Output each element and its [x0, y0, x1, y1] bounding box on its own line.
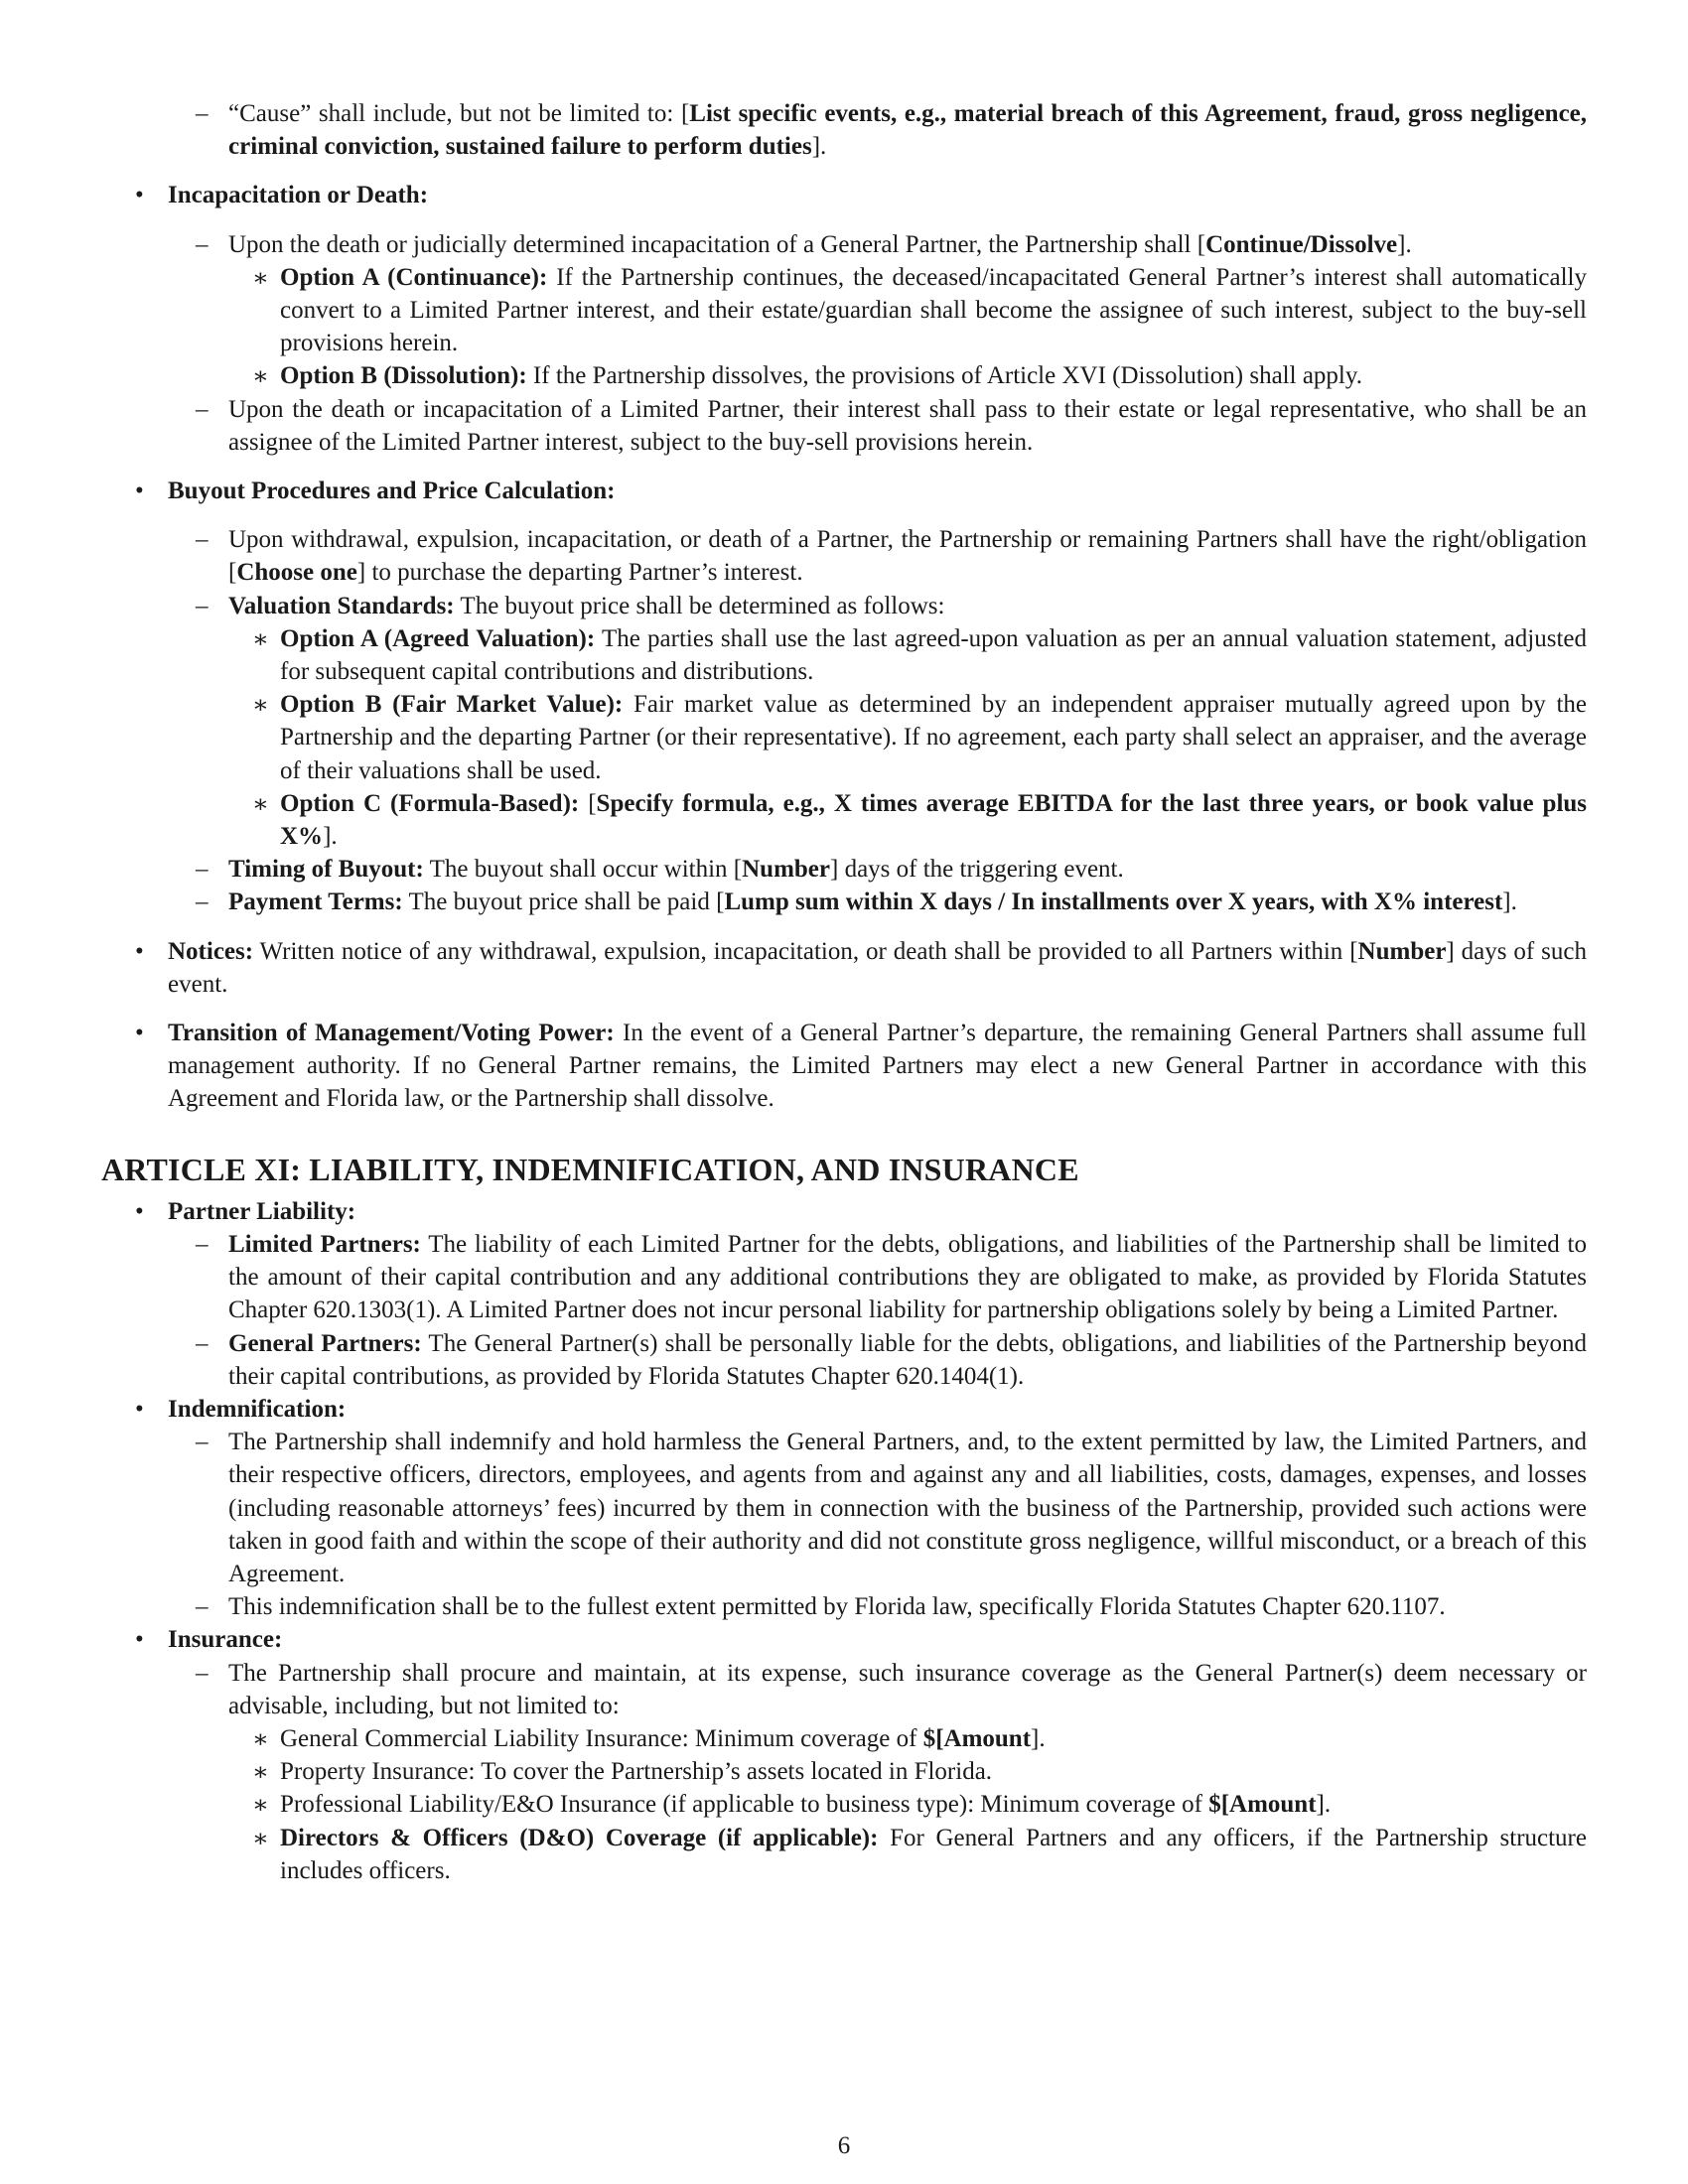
gp-death-item [101, 228, 1587, 261]
incapacitation-heading [101, 179, 1587, 211]
valuation-label: Valuation Standards: [228, 592, 455, 619]
buyout-right-item [101, 523, 1587, 589]
formula-open: [ [579, 789, 597, 817]
insurance-intro-text: – The Partnership shall procure and maintain, at its expense, such insurance coverage as the General Partner(s) deem necessary or advisable, including, but not limited to: [228, 1659, 1587, 1719]
agreed-valuation-label: Option A (Agreed Valuation): [280, 624, 596, 652]
transition-item [101, 1017, 1587, 1116]
notices-section [101, 935, 1587, 1001]
limited-partners-item [101, 1228, 1587, 1327]
document-page [101, 97, 1587, 1887]
limited-partners-label: Limited Partners: [228, 1230, 421, 1258]
incapacitation-section [101, 179, 1587, 211]
incapacitation-list [101, 228, 1587, 459]
lp-death-item [101, 393, 1587, 459]
dando-coverage-item [101, 1822, 1587, 1887]
payment-tail: ]. [1502, 888, 1517, 916]
dando-text: For General Partners and any officers, if the Partnership structure includes officers. [280, 1824, 1587, 1884]
professional-liability-amount: $[Amount [1208, 1791, 1317, 1819]
payment-terms-item [101, 886, 1587, 918]
professional-liability-lead: Professional Liability/E&O Insurance (if applicable to business type): Minimum coverage of [280, 1791, 1209, 1819]
indemnification-item-1 [101, 1426, 1587, 1590]
dissolution-label: Option B (Dissolution): [280, 362, 527, 390]
fair-market-label: Option B (Fair Market Value): [280, 691, 624, 719]
formula-placeholder: Specify formula, e.g., X times average EBITDA for the last three years, or book value plus X% [280, 789, 1588, 851]
partner-liability-heading [101, 1195, 1587, 1228]
indemnification-heading [101, 1393, 1587, 1426]
cause-placeholder: List specific events, e.g., material breach of this Agreement, fraud, gross negligence, criminal conviction, sustained failure to perform duties [228, 100, 1588, 161]
dando-label: Directors & Officers (D&O) Coverage (if applicable): [280, 1824, 879, 1851]
notices-lead: Written notice of any withdrawal, expulsion, incapacitation, or death shall be provided to all Partners within [ [253, 937, 1358, 965]
article-xi-title: ARTICLE XI: LIABILITY, INDEMNIFICATION, AND INSURANCE [101, 1151, 1079, 1187]
timing-label: Timing of Buyout: [228, 856, 424, 884]
agreed-valuation-option [101, 622, 1587, 688]
cause-item [101, 97, 1587, 163]
gp-death-choice: Continue/Dissolve [1205, 230, 1398, 258]
professional-liability-tail: ]. [1316, 1791, 1332, 1819]
property-insurance-text: ∗ Property Insurance: To cover the Partnership’s assets located in Florida. [280, 1758, 993, 1786]
transition-text: In the event of a General Partner’s departure, the remaining General Partners shall assume full management authority. If no General Partner remains, the Limited Partners may elect a new General Partner in accordance with this Agreement and Florida law, or the Partnership shall dissolve. [168, 1020, 1587, 1113]
insurance-heading-text: Insurance: [168, 1626, 283, 1654]
professional-liability-item [101, 1788, 1587, 1821]
cause-bracket-close: ]. [811, 133, 827, 161]
valuation-text: The buyout price shall be determined as follows: [454, 592, 945, 619]
insurance-intro-item [101, 1657, 1587, 1722]
payment-label: Payment Terms: [228, 888, 403, 916]
timing-item [101, 853, 1587, 886]
insurance-heading [101, 1623, 1587, 1656]
indemnification-text-2: – This indemnification shall be to the fullest extent permitted by Florida law, specifically Florida Statutes Chapter 620.1107. [228, 1593, 1446, 1621]
continuance-text: If the Partnership continues, the deceased/incapacitated General Partner’s interest shall automatically convert to a Limited Partner interest, and their estate/guardian shall become the assignee of such interest, subject to the buy-sell provisions herein. [280, 263, 1587, 357]
gp-death-lead: Upon the death or judicially determined incapacitation of a General Partner, the Partnership shall [ [228, 230, 1206, 258]
dissolution-text: If the Partnership dissolves, the provisions of Article XVI (Dissolution) shall apply. [526, 362, 1362, 390]
indemnification-heading-text: Indemnification: [168, 1395, 347, 1423]
general-liability-amount: $[Amount [922, 1724, 1032, 1752]
timing-tail: ] days of the triggering event. [830, 856, 1124, 884]
cause-list [101, 97, 1587, 163]
general-liability-tail: ]. [1031, 1724, 1046, 1752]
lp-death-text: – Upon the death or incapacitation of a Limited Partner, their interest shall pass to their estate or legal representative, who shall be an assignee of the Limited Partner interest, subject to the buy-sell provisions herein. [228, 395, 1587, 456]
fair-market-text: Fair market value as determined by an independent appraiser mutually agreed upon by the Partnership and the departing Partner (or their representative). If no agreement, each party shall select an appraiser, and the average of their valuations shall be used. [280, 691, 1587, 784]
notices-item [101, 935, 1587, 1001]
valuation-standards-item [101, 590, 1587, 622]
cause-lead: “Cause” shall include, but not be limited to: [228, 100, 681, 127]
continuance-label: Option A (Continuance): [280, 263, 548, 291]
formula-close: ]. [323, 823, 338, 851]
dissolution-option [101, 359, 1587, 392]
transition-section [101, 1017, 1587, 1116]
payment-placeholder: Lump sum within X days / In installments over X years, with X% interest [724, 888, 1503, 916]
page-number: 6 [837, 2132, 851, 2159]
agreed-valuation-text: The parties shall use the last agreed-upon valuation as per an annual valuation statement, adjusted for subsequent capital contributions and distributions. [280, 624, 1587, 686]
indemnification-text-1: – The Partnership shall indemnify and hold harmless the General Partners, and, to the extent permitted by law, the Limited Partners, and their respective officers, directors, employees, and agents from and against any and all liabilities, costs, damages, expenses, and losses (including reasonable attorneys’ fees) incurred by them in connection with the business of the Partnership, provided such actions were taken in good faith and within the scope of their authority and did not constitute gross negligence, willful misconduct, or a breach of this Agreement. [228, 1429, 1587, 1587]
general-partners-text: The General Partner(s) shall be personally liable for the debts, obligations, and liabilities of the Partnership beyond their capital contributions, as provided by Florida Statutes Chapter 620.1404(1). [228, 1329, 1587, 1390]
partner-liability-heading-text: Partner Liability: [168, 1197, 356, 1225]
incapacitation-heading-text: Incapacitation or Death: [168, 182, 429, 209]
buyout-right-lead: Upon withdrawal, expulsion, incapacitation, or death of a Partner, the Partnership or remaining Partners shall have the right/obligation [ [228, 526, 1587, 587]
buyout-right-tail: ] to purchase the departing Partner’s interest. [356, 559, 803, 587]
buyout-list [101, 523, 1587, 918]
timing-placeholder: Number [742, 856, 831, 884]
formula-label: Option C (Formula-Based): [280, 789, 580, 817]
indemnification-item-2 [101, 1590, 1587, 1623]
notices-label: Notices: [168, 937, 254, 965]
buyout-heading-text: Buyout Procedures and Price Calculation: [168, 478, 616, 505]
payment-lead: The buyout price shall be paid [ [402, 888, 725, 916]
formula-option [101, 787, 1587, 853]
gp-death-tail: ]. [1397, 230, 1412, 258]
buyout-heading [101, 475, 1587, 507]
article-xi-list [101, 1195, 1587, 1887]
fair-market-option [101, 688, 1587, 787]
buyout-section [101, 475, 1587, 507]
timing-lead: The buyout shall occur within [ [423, 856, 743, 884]
general-liability-insurance-item [101, 1722, 1587, 1755]
general-liability-lead: General Commercial Liability Insurance: Minimum coverage of [280, 1724, 923, 1752]
general-partners-label: General Partners: [228, 1329, 422, 1357]
limited-partners-text: The liability of each Limited Partner for the debts, obligations, and liabilities of the Partnership shall be limited to the amount of their capital contribution and any additional contributions they are obligated to make, as provided by Florida Statutes Chapter 620.1303(1). A Limited Partner does not incur personal liability for partnership obligations solely by being a Limited Partner. [228, 1230, 1587, 1324]
transition-label: Transition of Management/Voting Power: [168, 1020, 615, 1047]
cause-bracket-open: [ [680, 100, 690, 127]
property-insurance-item [101, 1755, 1587, 1788]
notices-tail: ] days of such event. [168, 937, 1587, 998]
general-partners-item [101, 1327, 1587, 1393]
notices-placeholder: Number [1357, 937, 1447, 965]
continuance-option [101, 261, 1587, 360]
buyout-right-choice: Choose one [236, 559, 357, 587]
